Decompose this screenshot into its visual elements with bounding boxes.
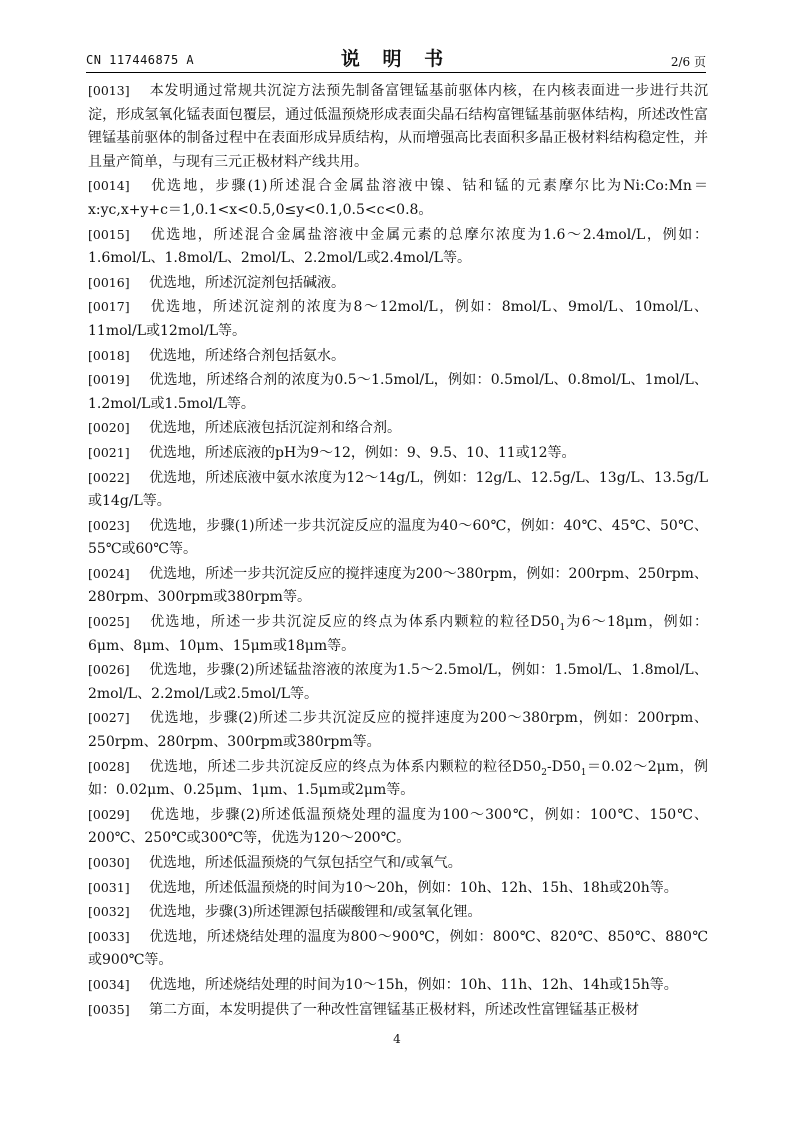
paragraph-number: [0025] (88, 614, 130, 630)
paragraph-number: [0026] (88, 662, 130, 678)
paragraph-number: [0031] (88, 879, 130, 895)
paragraph-text: 优选地，所述低温预烧的气氛包括空气和/或氧气。 (149, 855, 462, 871)
paragraph-text: 为6～18μm，例如：6μm、8μm、10μm、15μm或18μm等。 (88, 614, 708, 654)
paragraph (88, 223, 708, 271)
paragraph (88, 706, 708, 754)
paragraph-number: [0033] (88, 928, 130, 944)
paragraph (88, 998, 708, 1023)
paragraph (88, 562, 708, 610)
paragraph (88, 973, 708, 998)
paragraph (88, 271, 708, 296)
page-header (86, 42, 706, 70)
page-info: 2/6 页 (670, 55, 706, 69)
paragraph-number: [0019] (88, 372, 130, 388)
paragraph-text: 优选地，所述沉淀剂包括碱液。 (149, 274, 345, 291)
paragraph-text: 优选地，所述一步共沉淀反应的搅拌速度为200～380rpm，例如：200rpm、250rpm、280rpm、300rpm或380rpm等。 (88, 565, 708, 606)
paragraph-text: 优选地，所述低温预烧的时间为10～20h，例如：10h、12h、15h、18h或20h等。 (149, 879, 678, 896)
paragraph (88, 344, 708, 369)
paragraph-text: 优选地，步骤(3)所述锂源包括碳酸锂和/或氢氧化锂。 (149, 904, 482, 921)
paragraph (88, 925, 708, 973)
paragraph-text: 优选地，步骤(2)所述低温预烧处理的温度为100～300℃，例如：100℃、150℃、200℃、250℃或300℃等，优选为120～200℃。 (88, 806, 708, 847)
paragraph-number: [0024] (88, 565, 130, 581)
paragraph (88, 79, 708, 174)
page-number: 4 (393, 1032, 401, 1046)
paragraph-number: [0013] (88, 83, 130, 98)
paragraph-text: 优选地，所述烧结处理的温度为800～900℃，例如：800℃、820℃、850℃、880℃或900℃等。 (88, 928, 708, 969)
paragraph-text: 优选地，所述络合剂的浓度为0.5～1.5mol/L，例如：0.5mol/L、0.8mol/L、1mol/L、1.2mol/L或1.5mol/L等。 (88, 372, 708, 412)
paragraph-text: 本发明通过常规共沉淀方法预先制备富锂锰基前驱体内核，在内核表面进一步进行共沉淀，形成氢氧化锰表面包覆层，通过低温预烧形成表面尖晶石结构富锂锰基前驱体结构，所述改性富锂锰基前驱体的制备过程中在表面形成异质结构，从而增强高比表面积多晶正极材料结构稳定性，并且量产简单，与现有三元正极材料产线共用。 (88, 83, 708, 170)
paragraph (88, 416, 708, 441)
paragraph-text: 优选地，所述底液的pH为9～12，例如：9、9.5、10、11或12等。 (149, 444, 576, 461)
header-rule (86, 72, 706, 73)
paragraph-text: 第二方面，本发明提供了一种改性富锂锰基正极材料，所述改性富锂锰基正极材 (149, 1001, 639, 1018)
paragraph-text: -D50 (546, 758, 581, 775)
document-title: 说 明 书 (340, 48, 452, 70)
paragraph-number: [0014] (88, 178, 130, 194)
paragraph-text: 优选地，步骤(2)所述二步共沉淀反应的搅拌速度为200～380rpm，例如：200rpm、250rpm、280rpm、300rpm或380rpm等。 (88, 710, 708, 751)
paragraph-number: [0034] (88, 976, 130, 992)
paragraph-text: 优选地，步骤(2)所述锰盐溶液的浓度为1.5～2.5mol/L，例如：1.5mol/L、1.8mol/L、2mol/L、2.2mol/L或2.5mol/L等。 (88, 662, 708, 702)
paragraph-number: [0035] (88, 1001, 130, 1017)
paragraph-number: [0028] (88, 758, 130, 774)
paragraph (88, 851, 708, 876)
paragraph-text: 优选地，所述底液包括沉淀剂和络合剂。 (149, 420, 401, 437)
paragraph (88, 658, 708, 706)
paragraph-text: 优选地，所述烧结处理的时间为10～15h，例如：10h、11h、12h、14h或15h等。 (149, 976, 678, 993)
subscript: 1 (580, 767, 587, 778)
paragraph-number: [0027] (88, 710, 130, 726)
paragraph-number: [0023] (88, 517, 130, 533)
paragraph-number: [0030] (88, 855, 130, 870)
paragraph-text: 优选地，步骤(1)所述混合金属盐溶液中镍、钴和锰的元素摩尔比为Ni:Co:Mn＝x:yc,x+y+c＝1,0.1<x<0.5,0≤y<0.1,0.5<c<0.8。 (88, 178, 708, 218)
paragraph-number: [0015] (88, 226, 130, 242)
paragraph-text: 优选地，所述二步共沉淀反应的终点为体系内颗粒的粒径D50 (149, 758, 542, 775)
paragraph-text: 优选地，所述络合剂包括氨水。 (149, 347, 345, 364)
paragraph (88, 900, 708, 925)
paragraph-text: 优选地，所述一步共沉淀反应的终点为体系内颗粒的粒径D50 (149, 614, 560, 631)
paragraph (88, 368, 708, 416)
paragraph-number: [0017] (88, 299, 130, 315)
paragraph-number: [0032] (88, 904, 130, 920)
paragraph (88, 876, 708, 901)
paragraph-text: 优选地，所述混合金属盐溶液中金属元素的总摩尔浓度为1.6～2.4mol/L，例如：1.6mol/L、1.8mol/L、2mol/L、2.2mol/L或2.4mol/L等。 (88, 226, 708, 267)
paragraph-text: 优选地，步骤(1)所述一步共沉淀反应的温度为40～60℃，例如：40℃、45℃、50℃、55℃或60℃等。 (88, 517, 708, 558)
paragraph-number: [0022] (88, 469, 130, 485)
paragraph-number: [0021] (88, 444, 130, 460)
document-body (88, 79, 708, 1022)
paragraph (88, 514, 708, 562)
paragraph (88, 295, 708, 343)
paragraph-number: [0029] (88, 806, 130, 822)
paragraph-number: [0016] (88, 274, 130, 290)
paragraph-text: 优选地，所述沉淀剂的浓度为8～12mol/L，例如：8mol/L、9mol/L、10mol/L、11mol/L或12mol/L等。 (88, 299, 708, 339)
subscript: 1 (559, 622, 566, 633)
paragraph-number: [0018] (88, 347, 130, 363)
paragraph (88, 610, 708, 658)
paragraph-text: 优选地，所述底液中氨水浓度为12～14g/L，例如：12g/L、12.5g/L、13g/L、13.5g/L或14g/L等。 (88, 469, 708, 510)
paragraph (88, 174, 708, 222)
publication-number: CN 117446875 A (86, 53, 195, 67)
paragraph-number: [0020] (88, 420, 130, 436)
paragraph (88, 755, 708, 803)
paragraph-text: ＝0.02～2μm，例如：0.02μm、0.25μm、1μm、1.5μm或2μm等。 (88, 758, 708, 799)
paragraph (88, 803, 708, 851)
paragraph (88, 466, 708, 514)
paragraph (88, 441, 708, 466)
subscript: 2 (541, 767, 547, 778)
